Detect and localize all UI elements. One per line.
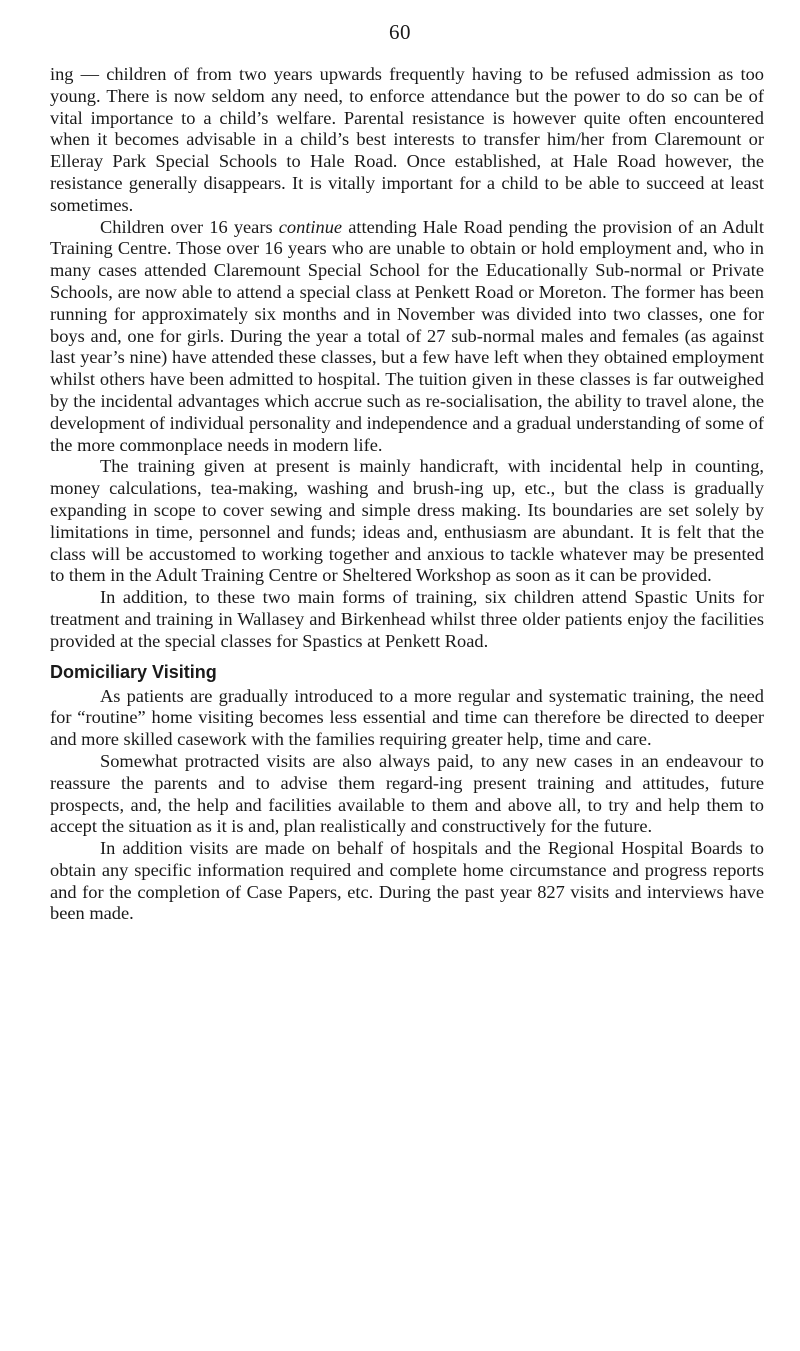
body-text — [50, 64, 764, 925]
section-heading: Domiciliary Visiting — [50, 661, 217, 682]
paragraph-1: ing — children of from two years upwards frequently having to be refused admission as too young. There is now seldom any need, to enforce attendance but the power to do so can be of vital importance to a child’s welfare. Parental resistance is however quite often encountered when it becomes advisable in a child’s best interests to transfer him/her from Claremount or Elleray Park Special Schools to Hale Road. Once established, at Hale Road however, the resistance generally disappears. It is vitally important for a child to be able to succeed at least sometimes. — [50, 64, 764, 215]
paragraph-2-emphasis: continue — [278, 216, 343, 237]
paragraph-7: In addition visits are made on behalf of hospitals and the Regional Hospital Boards to obtain any specific information required and complete home circumstance and progress reports and for the completion of Case Papers, etc. During the past year 827 visits and interviews have been made. — [50, 838, 764, 924]
page-number: 60 — [389, 20, 411, 44]
paragraph-4: In addition, to these two main forms of training, six children attend Spastic Units for treatment and training in Wallasey and Birkenhead whilst three older patients enjoy the facilities provided at the special classes for Spastics at Penkett Road. — [50, 587, 764, 651]
paragraph-2-rest: attending Hale Road pending the provision of an Adult Training Centre. Those over 16 years who are unable to obtain or hold employment and, who in many cases attended Claremount Special School for the Educationally Sub-normal or Private Schools, are now able to attend a special class at Penkett Road or Moreton. The former has been running for approximately six months and in November was divided into two classes, one for boys and, one for girls. During the year a total of 27 sub-normal males and females (as against last year’s nine) have attended these classes, but a few have left when they obtained employment whilst others have been admitted to hospital. The tuition given in these classes is far outweighed by the incidental advantages which accrue such as re-socialisation, the ability to travel alone, the development of individual personality and independence and a gradual understanding of some of the more commonplace needs in modern life. — [50, 216, 764, 455]
paragraph-6: Somewhat protracted visits are also always paid, to any new cases in an endeavour to reassure the parents and to advise them regard-ing present training and attitudes, future prospects, and, the help and facilities available to them and above all, to try and help them to accept the situation as it is and, plan realistically and constructively for the future. — [50, 750, 764, 837]
paragraph-5: As patients are gradually introduced to a more regular and systematic training, the need for “routine” home visiting becomes less essential and time can therefore be directed to deeper and more skilled casework with the families requiring greater help, time and care. — [50, 685, 764, 750]
paragraph-2 — [50, 217, 764, 457]
paragraph-2-start: Children over 16 years — [100, 216, 279, 237]
paragraph-3: The training given at present is mainly handicraft, with incidental help in counting, money calculations, tea-making, washing and brush-ing up, etc., but the class is gradually expanding in scope to cover sewing and simple dress making. Its boundaries are set solely by limitations in time, personnel and funds; ideas and, enthusiasm are abundant. It is felt that the class will be accustomed to working together and anxious to tackle whatever may be presented to them in the Adult Training Centre or Sheltered Workshop as soon as it can be provided. — [50, 456, 764, 586]
